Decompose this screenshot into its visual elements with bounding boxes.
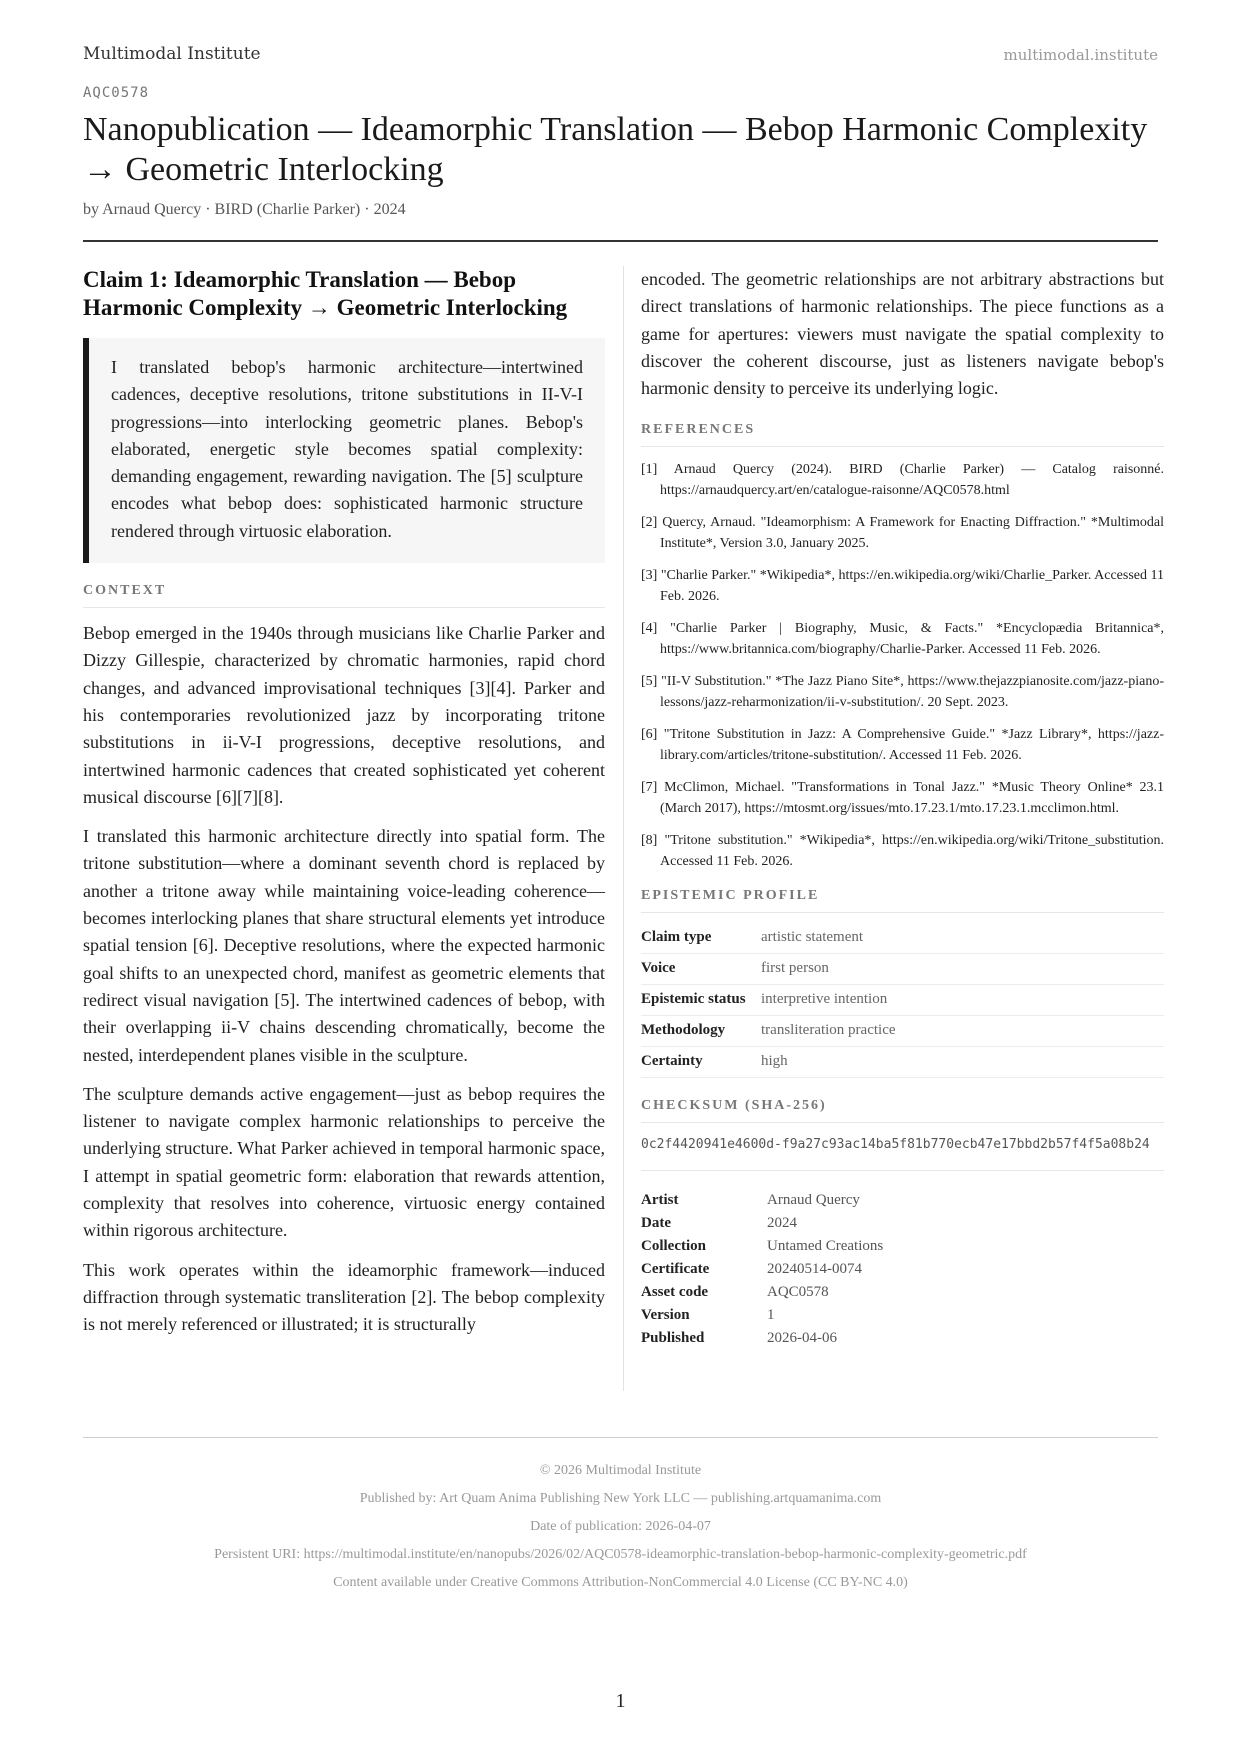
metadata-table: [641, 1189, 1164, 1350]
references-label: REFERENCES: [641, 422, 1164, 447]
field-value: artistic statement: [761, 923, 1164, 954]
field-label: Epistemic status: [641, 985, 761, 1016]
references-list: [641, 459, 1164, 872]
table-row: [641, 1304, 1164, 1327]
main-column: [83, 266, 605, 1351]
page-title: Nanopublication — Ideamorphic Translation — Bebop Harmonic Complexity → Geometric Interlocking: [83, 111, 1148, 188]
context-paragraph: The sculpture demands active engagement—just as bebop requires the listener to navigate complex harmonic relationships to perceive the underlying structure. What Parker achieved in temporal harmonic space, I attempt in spatial geometric form: elaboration that rewards attention, complexity that resolves into coherence, virtuosic energy contained within rigorous architecture.: [83, 1083, 605, 1241]
field-label: Date: [641, 1215, 671, 1232]
table-row: [641, 1235, 1164, 1258]
field-label: Collection: [641, 1238, 706, 1255]
field-label: Asset code: [641, 1284, 709, 1301]
context-paragraph: This work operates within the ideamorphic framework—induced diffraction through systematic transliteration [2]. The bebop complexity is not merely referenced or illustrated; it is structurally: [83, 1259, 605, 1335]
claim-title: Claim 1: Ideamorphic Translation — Bebop Harmonic Complexity → Geometric Interlocking: [83, 267, 568, 320]
field-value: high: [761, 1047, 1164, 1078]
context-paragraph: I translated this harmonic architecture directly into spatial form. The tritone substitution—where a dominant seventh chord is replaced by another a tritone away while maintaining voice-leading coherence—becomes interlocking planes that share structural elements yet introduce spatial tension [6]. Deceptive resolutions, where the expected harmonic goal shifts to an unexpected chord, manifest as geometric elements that redirect visual navigation [5]. The intertwined cadences of bebop, with their overlapping ii-V chains descending chromatically, become the nested, interdependent planes visible in the sculpture.: [83, 826, 605, 1065]
field-label: Artist: [641, 1192, 679, 1209]
epistemic-profile-table: [641, 923, 1164, 1078]
epistemic-profile-label: EPISTEMIC PROFILE: [641, 888, 1164, 913]
field-value: Arnaud Quercy: [767, 1192, 860, 1209]
field-value: 20240514-0074: [767, 1261, 862, 1278]
context-label: CONTEXT: [83, 583, 605, 608]
checksum-label: CHECKSUM (SHA-256): [641, 1098, 1164, 1123]
byline: by Arnaud Quercy · BIRD (Charlie Parker) · 2024: [83, 201, 406, 218]
table-row: [641, 1327, 1164, 1350]
field-value: transliteration practice: [761, 1016, 1164, 1047]
footer-date: Date of publication: 2026-04-07: [530, 1519, 711, 1534]
table-row: [641, 1258, 1164, 1281]
reference-item: [8] "Tritone substitution." *Wikipedia*, https://en.wikipedia.org/wiki/Tritone_substitution. Accessed 11 Feb. 2026.: [641, 833, 1164, 870]
field-label: Methodology: [641, 1016, 761, 1047]
footer-divider: [83, 1437, 1158, 1438]
table-row: [641, 1189, 1164, 1212]
context-paragraph-continued: encoded. The geometric relationships are not arbitrary abstractions but direct translations of harmonic relationships. The piece functions as a game for apertures: viewers must navigate the spatial complexity to discover the coherent discourse, just as listeners navigate bebop's harmonic density to perceive its underlying logic.: [641, 269, 1164, 399]
claim-quote: I translated bebop's harmonic architecture—intertwined cadences, deceptive resolutions, tritone substitutions in II-V-I progressions—into interlocking geometric planes. Bebop's elaborated, energetic style becomes spatial complexity: demanding engagement, rewarding navigation. The [5] sculpture encodes what bebop does: sophisticated harmonic structure rendered through virtuosic elaboration.: [83, 338, 605, 563]
table-row: [641, 1281, 1164, 1304]
footer-publisher: Published by: Art Quam Anima Publishing New York LLC — publishing.artquamanima.com: [359, 1491, 882, 1506]
footer-uri[interactable]: Persistent URI: https://multimodal.institute/en/nanopubs/2026/02/AQC0578-ideamorphic-translation-bebop-harmonic-complexity-geometric.pdf: [214, 1547, 1027, 1562]
side-column: [641, 266, 1164, 1350]
reference-item: [1] Arnaud Quercy (2024). BIRD (Charlie Parker) — Catalog raisonné. https://arnaudquercy.art/en/catalogue-raisonne/AQC0578.html: [641, 462, 1164, 499]
field-value: first person: [761, 954, 1164, 985]
footer-license: Content available under Creative Commons Attribution-NonCommercial 4.0 License (CC BY-NC 4.0): [333, 1575, 908, 1590]
table-row: [641, 1016, 1164, 1047]
table-row: [641, 954, 1164, 985]
asset-code: AQC0578: [83, 85, 150, 101]
field-value: 2024: [767, 1215, 797, 1232]
context-paragraph: Bebop emerged in the 1940s through musicians like Charlie Parker and Dizzy Gillespie, characterized by chromatic harmonies, rapid chord changes, and advanced improvisational techniques [3][4]. Parker and his contemporaries revolutionized jazz by incorporating tritone substitutions in ii-V-I progressions, deceptive resolutions, and intertwined harmonic cadences that created sophisticated yet coherent musical discourse [6][7][8].: [83, 623, 605, 807]
table-row: [641, 985, 1164, 1016]
field-value: interpretive intention: [761, 985, 1164, 1016]
field-label: Version: [641, 1307, 690, 1324]
table-row: [641, 1212, 1164, 1235]
page-number: 1: [615, 1690, 626, 1712]
field-value: AQC0578: [767, 1284, 829, 1301]
table-row: [641, 923, 1164, 954]
field-label: Voice: [641, 954, 761, 985]
field-value: Untamed Creations: [767, 1238, 884, 1255]
checksum-value: 0c2f4420941e4600d-f9a27c93ac14ba5f81b770ecb47e17bbd2b57f4f5a08b24: [641, 1135, 1164, 1171]
reference-item: [2] Quercy, Arnaud. "Ideamorphism: A Framework for Enacting Diffraction." *Multimodal Institute*, Version 3.0, January 2025.: [641, 515, 1164, 552]
reference-item: [7] McClimon, Michael. "Transformations in Tonal Jazz." *Music Theory Online* 23.1 (March 2017), https://mtosmt.org/issues/mto.17.23.1/mto.17.23.1.mcclimon.html.: [641, 780, 1164, 817]
institute-name: Multimodal Institute: [83, 44, 261, 64]
reference-item: [3] "Charlie Parker." *Wikipedia*, https://en.wikipedia.org/wiki/Charlie_Parker. Accessed 11 Feb. 2026.: [641, 568, 1164, 605]
field-label: Claim type: [641, 923, 761, 954]
page-header: [83, 44, 1158, 68]
reference-item: [6] "Tritone Substitution in Jazz: A Comprehensive Guide." *Jazz Library*, https://jazz-library.com/articles/tritone-substitution/. Accessed 11 Feb. 2026.: [641, 727, 1164, 764]
column-divider: [623, 266, 624, 1391]
footer-copyright: © 2026 Multimodal Institute: [539, 1463, 702, 1478]
reference-item: [4] "Charlie Parker | Biography, Music, & Facts." *Encyclopædia Britannica*, https://www.britannica.com/biography/Charlie-Parker. Accessed 11 Feb. 2026.: [641, 621, 1164, 658]
field-label: Published: [641, 1330, 705, 1347]
page-footer: [83, 1457, 1158, 1597]
field-value: 2026-04-06: [767, 1330, 837, 1347]
field-label: Certainty: [641, 1047, 761, 1078]
site-link[interactable]: multimodal.institute: [1003, 46, 1158, 64]
reference-item: [5] "II-V Substitution." *The Jazz Piano Site*, https://www.thejazzpianosite.com/jazz-piano-lessons/jazz-reharmonization/ii-v-substitution/. 20 Sept. 2023.: [641, 674, 1164, 711]
table-row: [641, 1047, 1164, 1078]
field-value: 1: [767, 1307, 775, 1324]
field-label: Certificate: [641, 1261, 710, 1278]
header-divider: [83, 240, 1158, 242]
